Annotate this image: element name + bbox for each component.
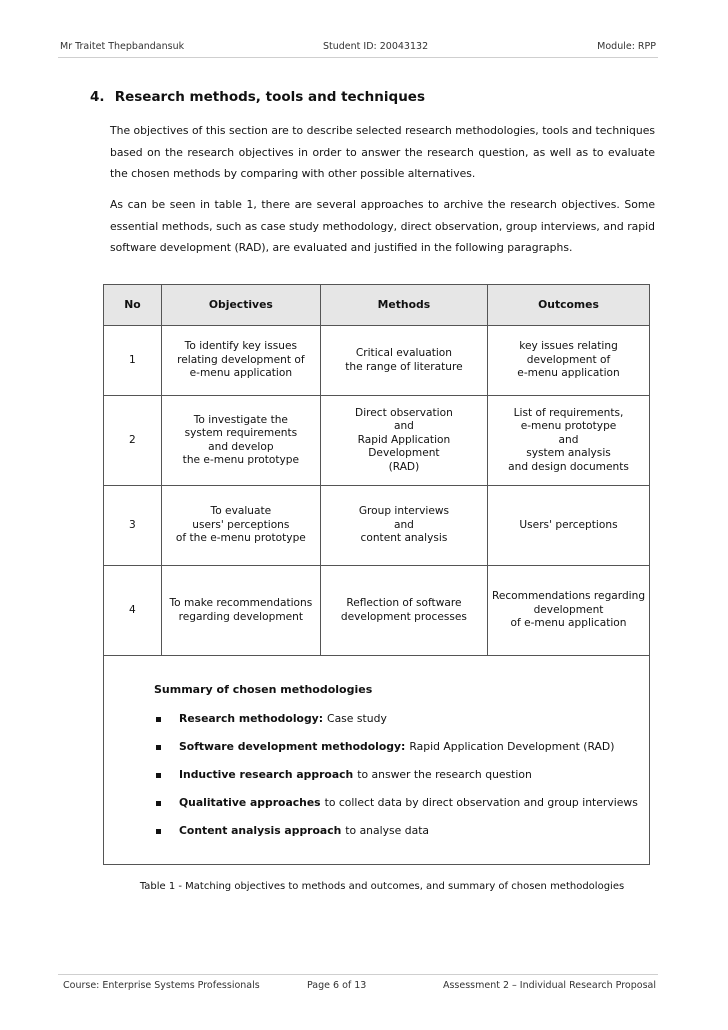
bullet-icon [156, 829, 161, 834]
column-header-methods: Methods [320, 285, 487, 326]
column-header-outcomes: Outcomes [488, 285, 650, 326]
header-student-id: Student ID: 20043132 [323, 41, 429, 52]
header-module: Module: RPP [597, 41, 656, 52]
paragraph-approaches: As can be seen in table 1, there are several approaches to archive the research objectives. Some essential methods, such as case study methodology, direct observation, group interviews, and rapid software development (RAD), are evaluated and justified in the following paragraphs. [110, 198, 655, 254]
cell-objective-text: To make recommendations regarding development [169, 597, 313, 623]
cell-method-text: Group interviews and content analysis [358, 505, 450, 545]
summary-title: Summary of chosen methodologies [154, 683, 373, 696]
bullet-icon [156, 745, 161, 750]
summary-desc: to collect data by direct observation and group interviews [324, 796, 638, 809]
cell-method [320, 486, 487, 566]
cell-outcome-text: Recommendations regarding development of e-menu application [491, 590, 646, 630]
table-row [104, 326, 650, 396]
summary-item [154, 712, 638, 740]
cell-objective [161, 396, 320, 486]
cell-method-text: Direct observation and Rapid Application Development (RAD) [355, 406, 453, 473]
objectives-table [103, 284, 650, 656]
summary-desc: to answer the research question [357, 768, 532, 781]
summary-list [154, 712, 638, 852]
cell-objective [161, 486, 320, 566]
table-row [104, 566, 650, 656]
column-header-no: No [104, 285, 162, 326]
header-author: Mr Traitet Thepbandansuk [60, 41, 185, 52]
table-caption [0, 881, 728, 892]
summary-desc: to analyse data [345, 824, 430, 837]
cell-objective-text: To evaluate users' perceptions of the e-menu prototype [175, 505, 306, 545]
footer-page-number: Page 6 of 13 [307, 980, 367, 991]
cell-method-text: Reflection of software development processes [340, 597, 467, 623]
summary-item [154, 796, 638, 824]
footer-assessment: Assessment 2 – Individual Research Proposal [442, 980, 656, 991]
header-divider [58, 57, 658, 58]
footer-course: Course: Enterprise Systems Professionals [63, 980, 260, 991]
summary-term: Inductive research approach [179, 768, 354, 781]
table-row [104, 486, 650, 566]
cell-method [320, 326, 487, 396]
section-heading [90, 89, 425, 105]
table-caption-text: Table 1 - Matching objectives to methods and outcomes, and summary of chosen methodologies [139, 881, 625, 892]
cell-method [320, 566, 487, 656]
summary-term: Software development methodology: [179, 740, 406, 753]
summary-item [154, 740, 638, 768]
bullet-icon [156, 717, 161, 722]
cell-outcome-text: List of requirements, e-menu prototype and system analysis and design documents [508, 406, 629, 473]
cell-objective [161, 326, 320, 396]
cell-no: 1 [104, 326, 162, 396]
table-header-row [104, 285, 650, 326]
cell-method-text: Critical evaluation the range of literature [345, 347, 463, 373]
section-title: Research methods, tools and techniques [114, 89, 425, 105]
cell-objective-text: To investigate the system requirements and develop the e-menu prototype [182, 413, 300, 466]
footer-divider [58, 974, 658, 975]
cell-outcome [488, 396, 650, 486]
cell-outcome [488, 326, 650, 396]
summary-item [154, 768, 638, 796]
cell-objective-text: To identify key issues relating development of e-menu application [177, 340, 305, 380]
bullet-icon [156, 773, 161, 778]
summary-box [103, 655, 650, 865]
cell-outcome [488, 566, 650, 656]
summary-desc: Case study [327, 712, 387, 725]
cell-outcome [488, 486, 650, 566]
table-row [104, 396, 650, 486]
column-header-objectives: Objectives [161, 285, 320, 326]
section-number: 4. [90, 89, 105, 105]
cell-no: 4 [104, 566, 162, 656]
cell-outcome-text: Users' perceptions [519, 518, 618, 531]
cell-no: 3 [104, 486, 162, 566]
cell-method [320, 396, 487, 486]
cell-outcome-text: key issues relating development of e-menu application [517, 340, 620, 380]
summary-item [154, 824, 638, 852]
cell-no: 2 [104, 396, 162, 486]
summary-desc: Rapid Application Development (RAD) [409, 740, 615, 753]
summary-term: Content analysis approach [179, 824, 342, 837]
cell-objective [161, 566, 320, 656]
summary-term: Qualitative approaches [179, 796, 321, 809]
paragraph-objectives: The objectives of this section are to describe selected research methodologies, tools and techniques based on the research objectives in order to answer the research question, as well as to evaluate the chosen methods by comparing with other possible alternatives. [110, 124, 655, 180]
bullet-icon [156, 801, 161, 806]
summary-term: Research methodology: [179, 712, 324, 725]
